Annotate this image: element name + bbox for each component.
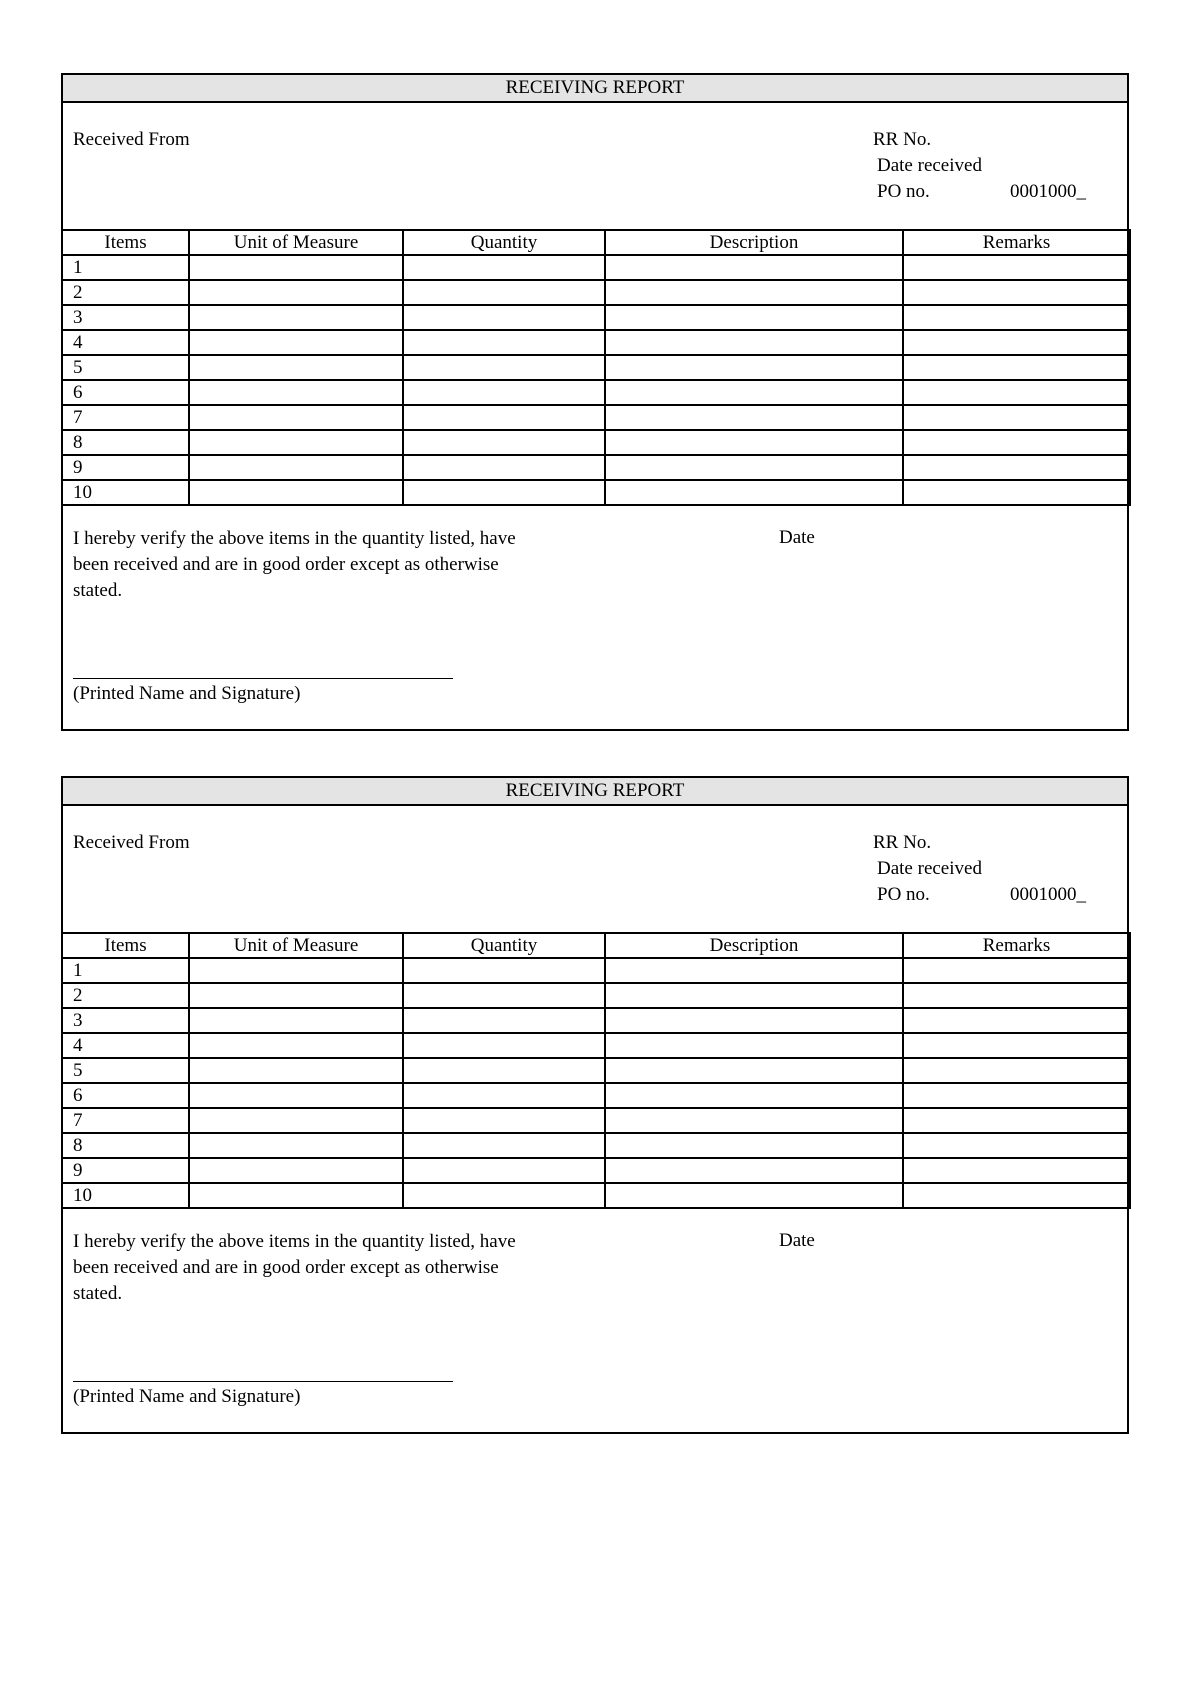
item-number-cell: 3 — [62, 305, 189, 330]
signature-date-label: Date — [779, 527, 815, 548]
unit-of-measure-cell[interactable] — [189, 983, 403, 1008]
remarks-cell[interactable] — [903, 405, 1130, 430]
description-cell[interactable] — [605, 280, 903, 305]
table-header-row — [62, 230, 1130, 255]
description-cell[interactable] — [605, 1133, 903, 1158]
column-header-unit-of-measure: Unit of Measure — [189, 230, 403, 255]
item-number-cell: 7 — [62, 405, 189, 430]
unit-of-measure-cell[interactable] — [189, 405, 403, 430]
quantity-cell[interactable] — [403, 280, 605, 305]
unit-of-measure-cell[interactable] — [189, 958, 403, 983]
description-cell[interactable] — [605, 305, 903, 330]
column-header-description: Description — [605, 230, 903, 255]
item-number-cell: 10 — [62, 1183, 189, 1208]
description-cell[interactable] — [605, 983, 903, 1008]
description-cell[interactable] — [605, 1158, 903, 1183]
remarks-cell[interactable] — [903, 1033, 1130, 1058]
unit-of-measure-cell[interactable] — [189, 1058, 403, 1083]
remarks-cell[interactable] — [903, 983, 1130, 1008]
signature-caption: (Printed Name and Signature) — [73, 683, 301, 704]
table-row — [62, 1058, 1130, 1083]
unit-of-measure-cell[interactable] — [189, 330, 403, 355]
remarks-cell[interactable] — [903, 1108, 1130, 1133]
quantity-cell[interactable] — [403, 1008, 605, 1033]
unit-of-measure-cell[interactable] — [189, 255, 403, 280]
remarks-cell[interactable] — [903, 280, 1130, 305]
item-number-cell: 3 — [62, 1008, 189, 1033]
received-from-label: Received From — [73, 129, 190, 150]
table-row — [62, 430, 1130, 455]
item-number-cell: 8 — [62, 1133, 189, 1158]
remarks-cell[interactable] — [903, 355, 1130, 380]
table-row — [62, 1183, 1130, 1208]
table-row — [62, 1158, 1130, 1183]
item-number-cell: 4 — [62, 1033, 189, 1058]
table-header-row — [62, 933, 1130, 958]
receiving-report-form — [61, 73, 1129, 731]
column-header-description: Description — [605, 933, 903, 958]
unit-of-measure-cell[interactable] — [189, 1133, 403, 1158]
report-title: RECEIVING REPORT — [63, 778, 1127, 806]
description-cell[interactable] — [605, 1058, 903, 1083]
table-row — [62, 480, 1130, 505]
column-header-items: Items — [62, 230, 189, 255]
table-row — [62, 1083, 1130, 1108]
quantity-cell[interactable] — [403, 455, 605, 480]
quantity-cell[interactable] — [403, 1033, 605, 1058]
item-number-cell: 5 — [62, 355, 189, 380]
quantity-cell[interactable] — [403, 380, 605, 405]
description-cell[interactable] — [605, 1033, 903, 1058]
description-cell[interactable] — [605, 958, 903, 983]
item-number-cell: 6 — [62, 1083, 189, 1108]
unit-of-measure-cell[interactable] — [189, 455, 403, 480]
description-cell[interactable] — [605, 1108, 903, 1133]
rr-no-label: RR No. — [873, 129, 932, 150]
remarks-cell[interactable] — [903, 1008, 1130, 1033]
signature-date-label: Date — [779, 1230, 815, 1251]
item-number-cell: 4 — [62, 330, 189, 355]
remarks-cell[interactable] — [903, 958, 1130, 983]
description-cell[interactable] — [605, 455, 903, 480]
table-row — [62, 1008, 1130, 1033]
remarks-cell[interactable] — [903, 430, 1130, 455]
unit-of-measure-cell[interactable] — [189, 1183, 403, 1208]
item-number-cell: 1 — [62, 255, 189, 280]
signature-line[interactable] — [73, 1381, 453, 1382]
item-number-cell: 8 — [62, 430, 189, 455]
remarks-cell[interactable] — [903, 455, 1130, 480]
items-table — [61, 932, 1131, 1209]
description-cell[interactable] — [605, 1183, 903, 1208]
po-no-label: PO no. — [877, 884, 930, 905]
receiving-report-form — [61, 776, 1129, 1434]
unit-of-measure-cell[interactable] — [189, 355, 403, 380]
quantity-cell[interactable] — [403, 1158, 605, 1183]
unit-of-measure-cell[interactable] — [189, 1008, 403, 1033]
table-row — [62, 1108, 1130, 1133]
quantity-cell[interactable] — [403, 1058, 605, 1083]
remarks-cell[interactable] — [903, 330, 1130, 355]
table-row — [62, 1133, 1130, 1158]
items-table — [61, 229, 1131, 506]
remarks-cell[interactable] — [903, 1183, 1130, 1208]
column-header-quantity: Quantity — [403, 933, 605, 958]
table-row — [62, 280, 1130, 305]
table-row — [62, 330, 1130, 355]
item-number-cell: 5 — [62, 1058, 189, 1083]
report-title: RECEIVING REPORT — [63, 75, 1127, 103]
item-number-cell: 9 — [62, 455, 189, 480]
unit-of-measure-cell[interactable] — [189, 1033, 403, 1058]
unit-of-measure-cell[interactable] — [189, 430, 403, 455]
verification-statement: I hereby verify the above items in the quantity listed, have been received and are in good order except as otherwise stated. — [73, 1231, 516, 1304]
item-number-cell: 2 — [62, 280, 189, 305]
quantity-cell[interactable] — [403, 480, 605, 505]
table-row — [62, 355, 1130, 380]
unit-of-measure-cell[interactable] — [189, 480, 403, 505]
item-number-cell: 1 — [62, 958, 189, 983]
column-header-remarks: Remarks — [903, 230, 1130, 255]
description-cell[interactable] — [605, 355, 903, 380]
unit-of-measure-cell[interactable] — [189, 1083, 403, 1108]
unit-of-measure-cell[interactable] — [189, 380, 403, 405]
description-cell[interactable] — [605, 1083, 903, 1108]
quantity-cell[interactable] — [403, 983, 605, 1008]
remarks-cell[interactable] — [903, 1058, 1130, 1083]
description-cell[interactable] — [605, 430, 903, 455]
description-cell[interactable] — [605, 380, 903, 405]
quantity-cell[interactable] — [403, 1183, 605, 1208]
quantity-cell[interactable] — [403, 958, 605, 983]
unit-of-measure-cell[interactable] — [189, 1108, 403, 1133]
item-number-cell: 9 — [62, 1158, 189, 1183]
unit-of-measure-cell[interactable] — [189, 305, 403, 330]
description-cell[interactable] — [605, 405, 903, 430]
rr-no-label: RR No. — [873, 832, 932, 853]
date-received-label: Date received — [877, 858, 982, 879]
table-row — [62, 455, 1130, 480]
description-cell[interactable] — [605, 480, 903, 505]
quantity-cell[interactable] — [403, 1133, 605, 1158]
item-number-cell: 10 — [62, 480, 189, 505]
item-number-cell: 6 — [62, 380, 189, 405]
column-header-quantity: Quantity — [403, 230, 605, 255]
table-row — [62, 405, 1130, 430]
table-row — [62, 1033, 1130, 1058]
signature-line[interactable] — [73, 678, 453, 679]
remarks-cell[interactable] — [903, 480, 1130, 505]
signature-caption: (Printed Name and Signature) — [73, 1386, 301, 1407]
description-cell[interactable] — [605, 1008, 903, 1033]
po-no-value: 0001000_ — [1010, 884, 1086, 905]
table-row — [62, 255, 1130, 280]
remarks-cell[interactable] — [903, 1083, 1130, 1108]
verification-statement: I hereby verify the above items in the quantity listed, have been received and are in good order except as otherwise stated. — [73, 528, 516, 601]
remarks-cell[interactable] — [903, 1158, 1130, 1183]
unit-of-measure-cell[interactable] — [189, 1158, 403, 1183]
quantity-cell[interactable] — [403, 1108, 605, 1133]
table-row — [62, 305, 1130, 330]
quantity-cell[interactable] — [403, 330, 605, 355]
item-number-cell: 2 — [62, 983, 189, 1008]
unit-of-measure-cell[interactable] — [189, 280, 403, 305]
date-received-label: Date received — [877, 155, 982, 176]
description-cell[interactable] — [605, 255, 903, 280]
table-row — [62, 958, 1130, 983]
remarks-cell[interactable] — [903, 1133, 1130, 1158]
remarks-cell[interactable] — [903, 380, 1130, 405]
remarks-cell[interactable] — [903, 255, 1130, 280]
quantity-cell[interactable] — [403, 1083, 605, 1108]
quantity-cell[interactable] — [403, 430, 605, 455]
quantity-cell[interactable] — [403, 305, 605, 330]
po-no-label: PO no. — [877, 181, 930, 202]
column-header-remarks: Remarks — [903, 933, 1130, 958]
quantity-cell[interactable] — [403, 255, 605, 280]
received-from-label: Received From — [73, 832, 190, 853]
table-row — [62, 983, 1130, 1008]
description-cell[interactable] — [605, 330, 903, 355]
quantity-cell[interactable] — [403, 355, 605, 380]
item-number-cell: 7 — [62, 1108, 189, 1133]
remarks-cell[interactable] — [903, 305, 1130, 330]
column-header-unit-of-measure: Unit of Measure — [189, 933, 403, 958]
column-header-items: Items — [62, 933, 189, 958]
table-row — [62, 380, 1130, 405]
quantity-cell[interactable] — [403, 405, 605, 430]
po-no-value: 0001000_ — [1010, 181, 1086, 202]
